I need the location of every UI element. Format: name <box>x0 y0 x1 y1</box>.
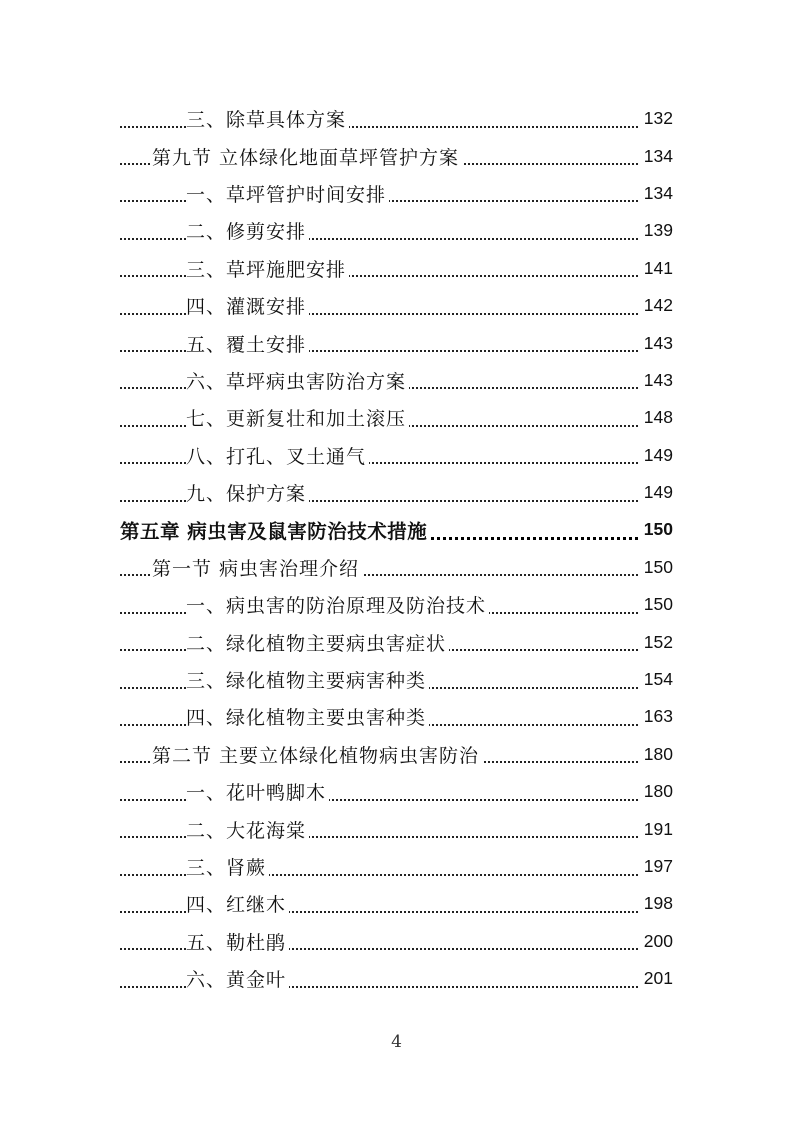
toc-entry-page: 163 <box>643 706 673 727</box>
toc-entry-page: 191 <box>643 818 673 839</box>
toc-entry[interactable] <box>0 437 793 474</box>
toc-entry-title: 二、绿化植物主要病虫害症状 <box>186 629 449 656</box>
toc-entry-title: 三、草坪施肥安排 <box>186 255 349 282</box>
table-of-contents <box>0 100 793 997</box>
toc-entry-title: 三、肾蕨 <box>186 853 269 880</box>
toc-entry[interactable] <box>0 810 793 847</box>
toc-entry-page: 132 <box>643 108 673 129</box>
toc-entry-page: 143 <box>643 369 673 390</box>
toc-entry-page: 180 <box>643 781 673 802</box>
toc-entry[interactable] <box>0 100 793 137</box>
toc-entry-page: 200 <box>643 930 673 951</box>
toc-entry[interactable] <box>0 698 793 735</box>
page-number: 4 <box>391 1032 402 1052</box>
toc-entry[interactable] <box>0 175 793 212</box>
toc-entry-title: 四、红继木 <box>186 890 289 917</box>
toc-entry-title: 一、花叶鸭脚木 <box>186 778 329 805</box>
toc-entry-page: 149 <box>643 482 673 503</box>
toc-entry-title: 六、草坪病虫害防治方案 <box>186 367 409 394</box>
toc-entry-title: 八、打孔、叉土通气 <box>186 442 369 469</box>
toc-entry-title: 四、灌溉安排 <box>186 292 309 319</box>
toc-entry-page: 198 <box>643 893 673 914</box>
toc-entry-page: 150 <box>643 594 673 615</box>
toc-entry-title: 九、保护方案 <box>186 479 309 506</box>
toc-chapter-title: 第五章 病虫害及鼠害防治技术措施 <box>120 516 430 544</box>
toc-entry-title: 第一节 病虫害治理介绍 <box>152 554 362 581</box>
toc-entry-title: 四、绿化植物主要虫害种类 <box>186 703 429 730</box>
toc-entry-title: 三、绿化植物主要病害种类 <box>186 666 429 693</box>
toc-entry-page: 149 <box>643 444 673 465</box>
toc-entry-page: 180 <box>643 743 673 764</box>
toc-entry[interactable] <box>0 362 793 399</box>
toc-entry[interactable] <box>0 324 793 361</box>
toc-entry[interactable] <box>0 212 793 249</box>
toc-entry-title: 二、修剪安排 <box>186 217 309 244</box>
toc-entry-title: 二、大花海棠 <box>186 816 309 843</box>
toc-entry-title: 六、黄金叶 <box>186 965 289 992</box>
toc-entry[interactable] <box>0 549 793 586</box>
toc-entry-page: 150 <box>643 556 673 577</box>
toc-entry[interactable] <box>0 137 793 174</box>
toc-entry[interactable] <box>0 661 793 698</box>
toc-entry-title: 五、覆土安排 <box>186 330 309 357</box>
toc-entry-title: 七、更新复壮和加土滚压 <box>186 404 409 431</box>
toc-entry[interactable] <box>0 287 793 324</box>
toc-entry-page: 201 <box>643 968 673 989</box>
toc-entry[interactable] <box>0 848 793 885</box>
toc-entry-page: 134 <box>643 145 673 166</box>
toc-entry-title: 第二节 主要立体绿化植物病虫害防治 <box>152 741 482 768</box>
toc-entry-page: 154 <box>643 669 673 690</box>
toc-entry[interactable] <box>0 736 793 773</box>
toc-entry-title: 三、除草具体方案 <box>186 105 349 132</box>
toc-entry-page: 150 <box>643 519 673 540</box>
toc-entry-title: 五、勒杜鹃 <box>186 928 289 955</box>
toc-entry-page: 141 <box>643 257 673 278</box>
toc-entry[interactable] <box>0 773 793 810</box>
toc-entry-title: 一、草坪管护时间安排 <box>186 180 389 207</box>
toc-entry-page: 152 <box>643 631 673 652</box>
toc-entry-page: 134 <box>643 182 673 203</box>
toc-entry[interactable] <box>0 399 793 436</box>
toc-entry[interactable] <box>0 586 793 623</box>
toc-entry-page: 148 <box>643 407 673 428</box>
toc-entry[interactable] <box>0 885 793 922</box>
toc-chapter-entry[interactable] <box>0 511 793 548</box>
toc-entry-page: 142 <box>643 295 673 316</box>
toc-entry[interactable] <box>0 250 793 287</box>
toc-entry-title: 第九节 立体绿化地面草坪管护方案 <box>152 143 462 170</box>
toc-entry[interactable] <box>0 623 793 660</box>
toc-entry[interactable] <box>0 474 793 511</box>
toc-entry[interactable] <box>0 923 793 960</box>
toc-entry-title: 一、病虫害的防治原理及防治技术 <box>186 591 489 618</box>
toc-entry-page: 197 <box>643 856 673 876</box>
toc-entry-page: 143 <box>643 332 673 353</box>
toc-entry-page: 139 <box>643 220 673 241</box>
toc-entry[interactable] <box>0 960 793 997</box>
